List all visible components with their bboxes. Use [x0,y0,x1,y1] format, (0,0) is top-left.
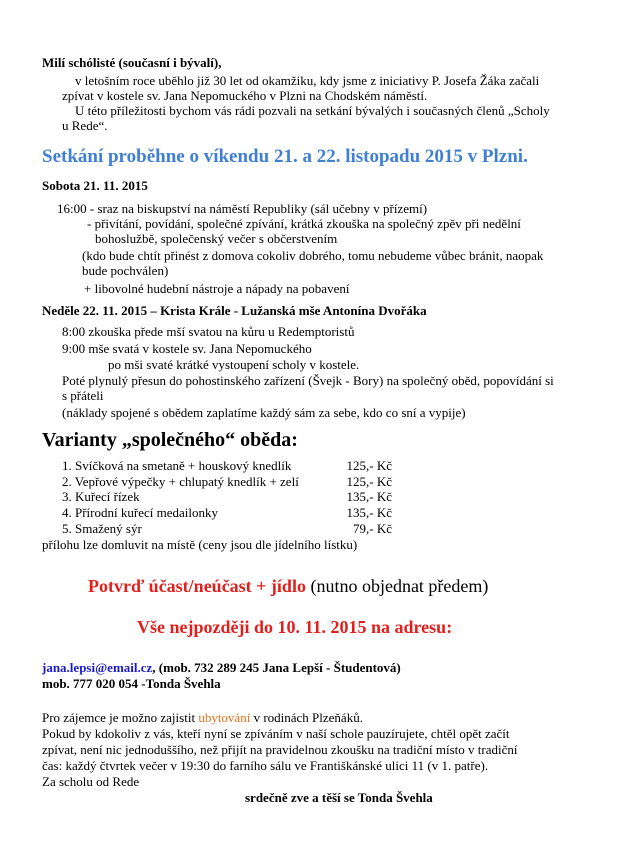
closing-line-3: zpívat, není nic jednoduššího, než přijít na pravidelnou zkoušku na tradiční místo v tradiční [42,742,518,757]
saturday-line-2: - přivítání, povídání, společné zpívání, krátká zkouška na společný zpěv při nedělní [87,216,521,231]
closing-line-1 [42,710,363,725]
sunday-heading: Neděle 22. 11. 2015 – Krista Krále - Lužanská mše Antonína Dvořáka [42,303,427,318]
saturday-line-6: + libovolné hudební nástroje a nápady na pobavení [84,281,350,296]
closing-line-2: Pokud by kdokoliv z vás, kteří nyní se zpíváním v naší schole pauzírujete, chtěl opět začít [42,726,510,741]
menu-heading: Varianty „společného“ oběda: [42,429,298,451]
menu-item [62,458,392,473]
menu-item-price: 125,- Kč [346,458,392,473]
sunday-line-4: Poté plynulý přesun do pohostinského zařízení (Švejk - Bory) na společný oběd, popovídání si [62,373,554,388]
sunday-line-6: (náklady spojené s obědem zaplatíme každý sám za sebe, kdo co sní a vypije) [62,405,466,420]
menu-item [62,505,392,520]
sunday-line-5: s přáteli [62,388,104,403]
menu-item-label: 4. Přírodní kuřecí medailonky [62,505,218,520]
menu-item-label: 3. Kuřecí řízek [62,489,140,504]
saturday-line-3: bohoslužbě, společenský večer s občerstvením [95,231,338,246]
email-link[interactable]: jana.lepsi@email.cz [42,660,153,675]
main-heading: Setkání proběhne o víkendu 21. a 22. listopadu 2015 v Plzni. [42,146,528,167]
deadline-line: Vše nejpozději do 10. 11. 2015 na adresu: [137,617,453,637]
menu-item-price: 135,- Kč [346,505,392,520]
sunday-line-1: 8:00 zkouška přede mší svatou na kůru u Redemptoristů [62,324,355,339]
menu-item-price: 125,- Kč [346,474,392,489]
contact-line-2: mob. 777 020 054 -Tonda Švehla [42,676,221,691]
saturday-line-5: bude pochválen) [82,263,169,278]
sunday-line-2: 9:00 mše svatá v kostele sv. Jana Nepomuckého [62,341,312,356]
saturday-line-1: 16:00 - sraz na biskupství na náměstí Republiky (sál učebny v přízemí) [57,201,428,216]
menu-item [62,521,392,536]
saturday-line-4: (kdo bude chtít přinést z domova cokoliv dobrého, tomu nebudeme vůbec bránit, naopak [82,248,544,263]
contact-phone-1: , (mob. 732 289 245 Jana Lepší - Študentová) [152,660,401,675]
menu-item-label: 2. Vepřové výpečky + chlupatý knedlík + zelí [62,474,299,489]
contact-line-1 [42,660,401,675]
closing-text: Pro zájemce je možno zajistit [42,710,199,725]
intro-line-3: U této příležitosti bychom vás rádi pozvali na setkání bývalých i současných členů „Scholy [75,103,550,118]
confirm-required: Potvrď účast/neúčast + jídlo [88,576,306,596]
intro-line-2: zpívat v kostele sv. Jana Nepomuckého v Plzni na Chodském náměstí. [62,88,428,103]
menu-item-price: 79,- Kč [353,521,392,536]
accommodation-highlight: ubytování [198,710,251,725]
greeting: Milí schólisté (současní i bývalí), [42,55,222,70]
closing-line-5: Za scholu od Rede [42,774,140,789]
intro-line-4: u Rede“. [62,118,108,133]
saturday-heading: Sobota 21. 11. 2015 [42,178,148,193]
intro-line-1: v letošním roce uběhlo již 30 let od okamžiku, kdy jsme z iniciativy P. Josefa Žáka začali [75,73,540,88]
menu-item [62,489,392,504]
menu-note: přílohu lze domluvit na místě (ceny jsou dle jídelního lístku) [42,537,358,552]
menu-item-label: 1. Svíčková na smetaně + houskový knedlík [62,458,292,473]
signature: srdečně zve a těší se Tonda Švehla [245,790,433,805]
menu-item-label: 5. Smažený sýr [62,521,142,536]
confirm-note: (nutno objednat předem) [305,576,489,596]
menu-item [62,474,392,489]
closing-text: v rodinách Plzeňáků. [250,710,363,725]
closing-line-4: čas: každý čtvrtek večer v 19:30 do farního sálu ve Františkánské ulici 11 (v 1. patře). [42,758,489,773]
confirm-line [88,575,488,597]
menu-item-price: 135,- Kč [346,489,392,504]
sunday-line-3: po mši svaté krátké vystoupení scholy v kostele. [108,357,360,372]
